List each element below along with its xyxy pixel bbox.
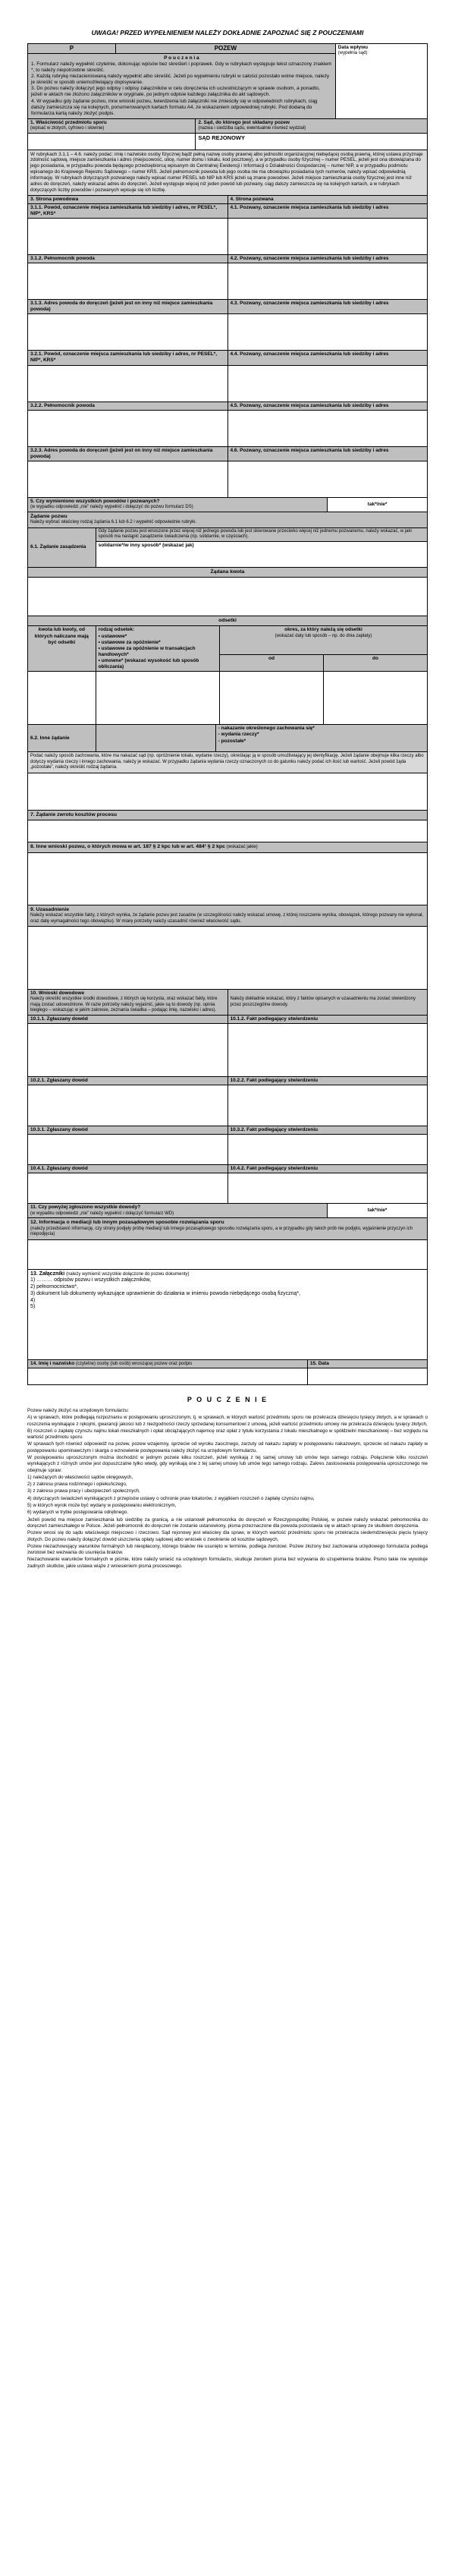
- defendant-3-field[interactable]: [228, 314, 428, 351]
- defendant-3-label: 4.3. Pozwany, oznaczenie miejsca zamieszkania lub siedziby i adres: [228, 300, 428, 314]
- signature-field[interactable]: [28, 1368, 308, 1385]
- instructions-p3: B) roszczeń o zapłatę czynszu najmu lokali mieszkalnych i opłat obciążających najemcę oraz opłat z tytułu korzystania z lokalu mieszkalnego w spółdzielni mieszkaniowej – bez względu na wartość przedmiotu sporu.: [27, 1428, 428, 1441]
- interest-type-field[interactable]: [96, 672, 219, 725]
- date-received-label: Data wpływu: [337, 44, 369, 50]
- defendant-1-field[interactable]: [228, 218, 428, 254]
- section-11-label: [28, 1204, 328, 1218]
- plaintiff-1-field[interactable]: [28, 218, 228, 254]
- interest-type-2: • ustawowe za opóźnienie*: [98, 639, 161, 645]
- section-6-2-field[interactable]: [27, 773, 428, 811]
- section-9-field[interactable]: [27, 926, 428, 990]
- section-6-title: Żądanie pozwu: [30, 513, 67, 519]
- interest-from-field[interactable]: [219, 672, 323, 725]
- defendant-6-field[interactable]: [228, 461, 428, 497]
- demanded-amount-field[interactable]: [27, 577, 428, 616]
- section-11: [27, 1203, 428, 1218]
- interest-table: [27, 625, 428, 725]
- section-2-title: 2. Sąd, do którego jest składany pozew: [198, 119, 290, 125]
- signature-sub: (czytelne) osoby (lub osób) wnoszącej pozew oraz podpis: [75, 1361, 193, 1366]
- section-6-1-option-field[interactable]: [96, 541, 427, 567]
- section-1-sub: (wpisać w złotych, cyfrowo i słownie): [30, 126, 105, 131]
- defendant-2-label: 4.2. Pozwany, oznaczenie miejsca zamieszkania lub siedziby i adres: [228, 254, 428, 263]
- rubric-note: W rubrykach 3.1.1 – 4.6. należy podać: imię i nazwisko osoby fizycznej bądź pełną nazwę osoby prawnej albo jednostki organizacyjnej niebędącej osobą prawną, której ustawa przyznaje zdolność sądową, miejsce zamieszkania i adres (miejscowość, ulicę, numer domu i lokalu, kod pocztowy), a w przypadku osoby fizycznej – numer PESEL, jeżeli jest ona obowiązana do jego posiadania, w przypadku powoda będącego przedsiębiorcą wpisanym do Centralnej Ewidencji i Informacji o Działalności Gospodarczej – numer NIP, a w przypadku podmiotu wpisanego do Krajowego Rejestru Sądowego – numer KRS. Jeżeli pełnomocnik powoda lub jego osoba nie ma obowiązku posiadania tych numerów, należy wpisać odpowiednią informację. W rubrykach dotyczących pozwanego należy wpisać numer PESEL lub NIP lub KRS jeżeli są znane powodowi. Jeżeli miejsce zamieszkania osoby fizycznej jest inne niż adres do doręczeń, należy wskazać adres do doręczeń. Jeżeli występuje więcej niż jeden powód lub pozwany, ciąg dalszy zamieszcza się na kolejnych kartach, a w rubrykach dotyczących liczby powodów i pozwanych wpisuje się ich liczbę.: [27, 150, 428, 196]
- instructions-p5: W postępowaniu uproszczonym można dochodzić w jednym pozwie kilku roszczeń, jeżeli wynikają z tej samej umowy lub umów tego samego rodzaju. Połączenie kilku roszczeń wynikających z różnych umów jest dopuszczalne tylko wtedy, gdy wynikają one z tej samej umowy lub umów tego samego rodzaju. Zakres zastosowania postępowania uproszczonego nie obejmuje spraw:: [27, 1455, 428, 1473]
- plaintiff-address-1-field[interactable]: [28, 314, 228, 351]
- interest-from-col: od: [219, 654, 323, 671]
- defendant-5-label: 4.5. Pozwany, oznaczenie miejsca zamieszkania lub siedziby i adres: [228, 402, 428, 410]
- section-7-field[interactable]: [27, 820, 428, 842]
- section-6-2-options[interactable]: [215, 725, 427, 752]
- instructions-section: [27, 1396, 428, 1570]
- interest-period-sub: (wskazać daty lub sposób – np. do dnia zapłaty): [275, 633, 372, 638]
- evidence-3-label: 10.3.1. Zgłaszany dowód: [28, 1126, 228, 1135]
- attachment-3: 3) dokument lub dokumenty wykazujące uprawnienie do działania w imieniu powoda niebędącego osobą fizyczną*,: [30, 1290, 301, 1296]
- demanded-amount-header: Żądana kwota: [27, 567, 428, 578]
- section-6-2-option-2: - wydania rzeczy*: [218, 732, 259, 738]
- section-10-sub: Należy określić wszystkie środki dowodowe, z których się korzysta, oraz wskazać fakty, które mają zostać udowodnione. W razie potrzeby należy wyjaśnić, jakie są to dowody (np. opinia biegłego – wskazując w jakim zakresie, zeznania świadka – podając imię, nazwisko i adres).: [30, 997, 218, 1013]
- plaintiff-attorney-1-label: 3.1.2. Pełnomocnik powoda: [28, 254, 228, 263]
- section-12-title: 12. Informacja o mediacji lub innym pozasądowym sposobie rozwiązania sporu: [30, 1220, 224, 1226]
- plaintiff-attorney-2-label: 3.2.2. Pełnomocnik powoda: [28, 402, 228, 410]
- evidence-1-field[interactable]: [28, 1024, 228, 1077]
- section-10: [27, 989, 428, 1204]
- section-11-answer[interactable]: tak*/nie*: [328, 1204, 428, 1218]
- instruction-2: 2. Każdą rubrykę niezacieniowaną należy wypełnić albo skreślić. Jeżeli po wypełnieniu rubryki w całości pozostało wolne miejsce, należy je skreślić w sposób uniemożliwiający dopisywanie.: [31, 74, 330, 86]
- section-6-header: [27, 512, 428, 528]
- section-12-field[interactable]: [27, 1239, 428, 1270]
- interest-type-title: rodzaj odsetek:: [98, 627, 135, 633]
- interest-amount-col: kwota lub kwoty, od których naliczane mają być odsetki: [28, 626, 96, 672]
- instructions-p2: A) w sprawach, które podlegają rozpoznaniu w postępowaniu uproszczonym, tj. w sprawach, w których wartość przedmiotu sporu nie przekracza dziesięciu tysięcy złotych, a w sprawach o roszczenia wynikające z rękojmi, gwarancji jakości lub z niezgodności rzeczy sprzedanej konsumentowi z umową, jeżeli wartość przedmiotu umowy nie przekracza dziesięciu tysięcy złotych,: [27, 1415, 428, 1427]
- fact-1-field[interactable]: [228, 1024, 428, 1077]
- parties-table: [27, 195, 428, 498]
- section-8-sub: (wskazać jakie): [226, 845, 258, 850]
- plaintiff-2-field[interactable]: [28, 365, 228, 402]
- section-6-1-label: 6.1. Żądanie zasądzenia: [28, 527, 96, 567]
- dispute-value-field[interactable]: [28, 133, 196, 150]
- plaintiff-attorney-2-field[interactable]: [28, 410, 228, 446]
- attachment-2: 2) pełnomocnictwo*,: [30, 1284, 79, 1290]
- section-9-text: Należy wskazać wszystkie fakty, z których wynika, że żądanie pozwu jest zasadne (w szczególności należy wskazać umowę, z której roszczenie wynika, obowiązek, którego pozwany nie wykonał, oraz datę wymagalności tego obowiązku). W miarę potrzeby należy uzasadnić również właściwość sądu.: [30, 913, 424, 924]
- section-6-2-note: Podać należy sposób zachowania, które ma nakazać sąd (np. opróżnienie lokalu, wydanie rzeczy), określając ją w sposób umożliwiający jej identyfikację. Jeżeli żądanie obejmuje kilka rzeczy albo dotyczy wydania rzeczy i innego zachowania, należy je wskazać. W przypadku żądania wydania rzeczy oznaczonych co do gatunku należy podać ich ilość lub wartość. Jeżeli powód żąda „pozostałe”, należy określić rodzaj żądania.: [27, 751, 428, 773]
- defendant-5-field[interactable]: [228, 410, 428, 446]
- plaintiff-address-2-field[interactable]: [28, 461, 228, 497]
- section-8-header: [27, 842, 428, 853]
- plaintiff-1-label: 3.1.1. Powód, oznaczenie miejsca zamieszkania lub siedziby i adres, nr PESEL*, NIP*, KRS*: [28, 203, 228, 218]
- date-field[interactable]: [307, 1368, 427, 1385]
- plaintiff-address-2-label: 3.2.3. Adres powoda do doręczeń (jeżeli jest on inny niż miejsce zamieszkania powoda): [28, 446, 228, 461]
- defendant-1-label: 4.1. Pozwany, oznaczenie miejsca zamieszkania lub siedziby i adres: [228, 203, 428, 218]
- section-11-sub: (w wypadku odpowiedzi „nie” należy wypełnić i dołączyć formularz WD): [30, 1211, 174, 1216]
- section-5-sub: (w wypadku odpowiedzi „nie” należy wypełnić i dołączyć do pozwu formularz DS): [30, 505, 193, 510]
- evidence-4-label: 10.4.1. Zgłaszany dowód: [28, 1165, 228, 1173]
- form-header: [27, 43, 428, 119]
- attachment-5: 5): [30, 1304, 36, 1310]
- section-12-text: (należy przedstawić informację, czy strony podjęły próbę mediacji lub innego pozasądowego sposobu rozwiązania sporu, a w przypadku gdy takich prób nie podjęto, wyjaśnienie przyczyn ich niepodjęcia): [30, 1226, 413, 1237]
- interest-period-col: [219, 626, 427, 654]
- instruction-3: 3. Do pozwu należy dołączyć jego odpisy i odpisy załączników w celu doręczenia ich uczestniczącym w sprawie osobom, a ponadto, jeżeli w aktach nie złożono załączników w oryginale, po jednym odpisie każdego załącznika do akt sądowych.: [31, 86, 320, 98]
- court-field[interactable]: [196, 133, 428, 150]
- instructions-p1: Pozew należy złożyć na urzędowym formularzu:: [27, 1407, 130, 1413]
- defendant-4-label: 4.4. Pozwany, oznaczenie miejsca zamieszkania lub siedziby i adres: [228, 351, 428, 365]
- section-6-2-spacer: [96, 725, 215, 752]
- instructions-box: [28, 53, 336, 118]
- instructions-p4: W sprawach tych również odpowiedź na pozew, pozew wzajemny, sprzeciw od wyroku zaocznego, zarzuty od nakazu zapłaty w postępowaniu nakazowym, sprzeciw od nakazu zapłaty w postępowaniu upominawczym i skarga o wznowienie postępowania należy złożyć na urzędowym formularzu.: [27, 1441, 428, 1453]
- section-6-2-label: 6.2. Inne żądanie: [28, 725, 96, 752]
- fact-4-field[interactable]: [228, 1173, 428, 1204]
- instruction-1: 1. Formularz należy wypełnić czytelnie, dokonując wpisów bez skreśleń i poprawek. Gdy w rubrykach występuje tekst oznaczony znakiem *, to należy niepotrzebne skreślić.: [31, 61, 332, 73]
- section-6-2-option-1: - nakazanie określonego zachowania się*: [218, 726, 315, 732]
- interest-type-3: • ustawowe za opóźnienie w transakcjach handlowych*: [98, 645, 196, 657]
- instructions-p7: 2) z zakresu prawa rodzinnego i opiekuńczego,: [27, 1482, 127, 1488]
- fact-3-field[interactable]: [228, 1135, 428, 1165]
- instructions-p14: Pozew niezachowujący warunków formalnych lub nieopłacony, którego braków nie usunięto w terminie, podlega zwrotowi. Pozew złożony bez zachowania urzędowego formularza podlega zwrotowi bez wezwania do usunięcia braków.: [27, 1543, 428, 1556]
- section-14-15: [27, 1359, 428, 1386]
- instructions-p15: Niezachowanie warunków formalnych w piśmie, które należy wnieść na urzędowym formularzu, skutkuje zwrotem pisma bez wzywania do uzupełnienia braków. Pismo takie nie wywołuje żadnych skutków, jakie ustawa wiąże z wniesieniem pisma procesowego.: [27, 1557, 428, 1569]
- interest-to-col: do: [323, 654, 427, 671]
- interest-amount-field[interactable]: [28, 672, 96, 725]
- date-received-box: [335, 43, 427, 118]
- instructions-p12: Jeżeli powód ma miejsce zamieszkania lub siedzibę za granicą, a nie ustanowił pełnomocnika do doręczeń w Rzeczypospolitej Polskiej, w pozwie należy wskazać pełnomocnika do doręczeń zamieszkałego w Polsce. Jeżeli pełnomocnik do doręczeń nie zostanie ustanowiony, pisma przeznaczone dla powoda pozostawia się w aktach sprawy ze skutkiem doręczenia.: [27, 1516, 428, 1529]
- section-5: [27, 497, 428, 512]
- section-6-2: [27, 724, 428, 752]
- section-6-1-option: solidarnie*/w inny sposób* (wskazać jak): [98, 542, 194, 548]
- instructions-p11: 6) wydanych w trybie postępowania odrębnego.: [27, 1510, 129, 1516]
- section-13-box[interactable]: [27, 1269, 428, 1360]
- evidence-3-field[interactable]: [28, 1135, 228, 1165]
- section-6-sub: Należy wybrać właściwy rodzaj żądania 6.1 lub 6.2 i wypełnić odpowiednie rubryki.: [30, 520, 197, 524]
- section-13-sub: (należy wymienić wszystkie dołączone do pozwu dokumenty): [66, 1271, 190, 1277]
- section-1-2: [27, 118, 428, 150]
- fact-1-label: 10.1.2. Fakt podlegający stwierdzeniu: [228, 1015, 428, 1023]
- instructions-p13: Pozew wnosi się do sądu właściwego miejscowo i rzeczowo. Sąd rejonowy jest właściwy dla spraw, w których wartość przedmiotu sporu nie przekracza siedemdziesięciu pięciu tysięcy złotych. Do pozwu należy dołączyć dowód uiszczenia opłaty sądowej albo wniosek o zwolnienie od kosztów sądowych.: [27, 1530, 428, 1542]
- instructions-p10: 5) w których wyrok może być wydany w postępowaniu elektronicznym,: [27, 1503, 177, 1509]
- date-label: 15. Data: [307, 1359, 427, 1368]
- section-12-header: [27, 1217, 428, 1239]
- section-5-answer[interactable]: tak*/nie*: [328, 497, 428, 512]
- section-9-header: [27, 905, 428, 927]
- interest-type-col: [96, 626, 219, 672]
- section-8-field[interactable]: [27, 852, 428, 905]
- section-6-2-option-3: - pozostałe*: [218, 738, 246, 744]
- defendant-2-field[interactable]: [228, 263, 428, 300]
- section-13-title: 13. Załączniki: [30, 1271, 65, 1277]
- section-10-left-head: [28, 990, 228, 1016]
- interest-header: odsetki: [27, 616, 428, 626]
- section-11-title: 11. Czy powyżej zgłoszono wszystkie dowody?: [30, 1205, 141, 1211]
- form-code: P: [28, 43, 116, 53]
- defendant-4-field[interactable]: [228, 365, 428, 402]
- instructions-p8: 3) z zakresu prawa pracy i ubezpieczeń społecznych,: [27, 1488, 140, 1494]
- form-name: POZEW: [115, 43, 335, 53]
- plaintiff-address-1-label: 3.1.3. Adres powoda do doręczeń (jeżeli jest on inny niż miejsce zamieszkania powoda): [28, 300, 228, 314]
- section-1-label-cell: [28, 118, 196, 133]
- interest-to-field[interactable]: [323, 672, 427, 725]
- evidence-4-field[interactable]: [28, 1173, 228, 1204]
- instructions-p6: 1) należących do właściwości sądów okręgowych,: [27, 1474, 133, 1480]
- section-1-title: 1. Właściwość przedmiotu sporu: [30, 119, 107, 125]
- fact-3-label: 10.3.2. Fakt podlegający stwierdzeniu: [228, 1126, 428, 1135]
- evidence-2-label: 10.2.1. Zgłaszany dowód: [28, 1077, 228, 1085]
- plaintiff-header: 3. Strona powodowa: [28, 195, 228, 203]
- court-value: SĄD REJONOWY: [198, 134, 246, 141]
- interest-type-4: • umowne* (wskazać wysokość lub sposób obliczania): [98, 658, 199, 670]
- defendant-6-label: 4.6. Pozwany, oznaczenie miejsca zamieszkania lub siedziby i adres: [228, 446, 428, 461]
- section-10-right-head: Należy dokładnie wskazać, który z faktów opisanych w uzasadnieniu ma zostać stwierdzony przez poszczególne dowody.: [228, 990, 428, 1016]
- signature-title: 14. Imię i nazwisko: [30, 1360, 75, 1366]
- fact-2-field[interactable]: [228, 1085, 428, 1126]
- section-8-title: 8. Inne wnioski pozwu, o których mowa w art. 187 § 2 kpc lub w art. 484¹ § 2 kpc: [30, 844, 225, 850]
- fact-2-label: 10.2.2. Fakt podlegający stwierdzeniu: [228, 1077, 428, 1085]
- warning-banner: UWAGA! PRZED WYPEŁNIENIEM NALEŻY DOKŁADNIE ZAPOZNAĆ SIĘ Z POUCZENIAMI: [91, 29, 364, 36]
- interest-period-title: okres, za który należą się odsetki: [284, 627, 362, 633]
- section-2-label-cell: [196, 118, 428, 133]
- evidence-1-label: 10.1.1. Zgłaszany dowód: [28, 1015, 228, 1023]
- section-5-label: [28, 497, 328, 512]
- plaintiff-attorney-1-field[interactable]: [28, 263, 228, 300]
- section-5-title: 5. Czy wymieniono wszystkich powodów i pozwanych?: [30, 498, 160, 504]
- instructions-heading: P O U C Z E N I E: [187, 1396, 268, 1404]
- plaintiff-2-label: 3.2.1. Powód, oznaczenie miejsca zamieszkania lub siedziby i adres, nr PESEL*, NIP*, KRS*: [28, 351, 228, 365]
- instructions-title: P o u c z e n i a: [164, 55, 199, 61]
- attachment-4: 4): [30, 1297, 36, 1303]
- section-9-title: 9. Uzasadnienie: [30, 906, 69, 912]
- section-7-title: 7. Żądanie zwrotu kosztów procesu: [27, 810, 428, 820]
- section-10-title: 10. Wnioski dowodowe: [30, 990, 85, 997]
- date-received-sub: (wypełnia sąd): [337, 50, 368, 55]
- instruction-4: 4. W wypadku gdy żądanie pozwu, inne wnioski pozwu, twierdzenia lub załączniki nie zmieściły się w odpowiednich rubrykach, ciąg dalszy zamieszcza się na kolejnych, ponumerowanych kartach formatu A4, ze wskazaniem odpowiedniej rubryki. Pod dodaną do formularza kartą należy złożyć podpis.: [31, 98, 318, 116]
- section-2-sub: (nazwa i siedziba sądu, ewentualnie również wydział): [198, 126, 306, 131]
- section-6-1-text: Gdy żądanie pozwu jest wnoszone przez więcej niż jednego powoda lub jest skierowane przeciwko więcej niż jednemu pozwanemu, należy wskazać, w jaki sposób ma nastąpić zasądzenie świadczenia (np. solidarnie, w częściach).: [96, 527, 427, 541]
- attachment-1: 1) ……… odpisów pozwu i wszystkich załączników,: [30, 1277, 152, 1283]
- defendant-header: 4. Strona pozwana: [228, 195, 428, 203]
- interest-type-1: • ustawowe*: [98, 633, 127, 639]
- signature-label: [28, 1359, 308, 1368]
- section-6-1: [27, 527, 428, 568]
- fact-4-label: 10.4.2. Fakt podlegający stwierdzeniu: [228, 1165, 428, 1173]
- instructions-p9: 4) dotyczących świadczeń wynikających z przepisów ustawy o ochronie praw lokatorów, z wyjątkiem roszczeń o zapłatę czynszu najmu,: [27, 1495, 315, 1501]
- evidence-2-field[interactable]: [28, 1085, 228, 1126]
